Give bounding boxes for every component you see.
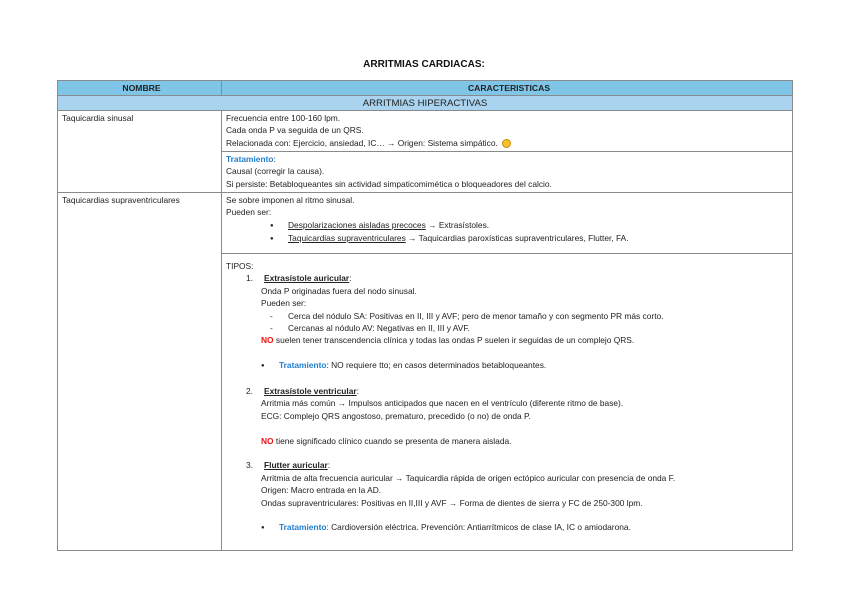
arrhythmia-table — [57, 80, 793, 551]
bullet-icon: ● — [261, 363, 265, 370]
text-line: Origen: Macro entrada en la AD. — [261, 485, 382, 496]
row-name: Taquicardias supraventriculares — [62, 195, 180, 205]
text-line: Onda P originadas fuera del nodo sinusal. — [261, 285, 417, 296]
text-line: Ondas supraventriculares: Positivas en II,III y AVF → Forma de dientes de sierra y FC de 250-300 lpm. — [261, 497, 643, 508]
text-line: NO tiene significado clínico cuando se presenta de manera aislada. — [261, 435, 512, 446]
document-title: ARRITMIAS CARDIACAS: — [363, 59, 485, 70]
table-row — [58, 193, 793, 254]
text-line: Arritmia de alta frecuencia auricular → Taquicardia rápida de origen ectópico auricular con presencia de onda F. — [261, 472, 676, 483]
list-item: ● Despolarizaciones aisladas precoces → Extrasístoles. — [226, 219, 792, 232]
text-line: Relacionada con: Ejercicio, ansiedad, IC… → Origen: Sistema simpático. — [226, 137, 792, 149]
text-line: ECG: Complejo QRS angostoso, prematuro, precedido (o no) de onda P. — [261, 410, 531, 421]
section-title: ARRITMIAS HIPERACTIVAS — [58, 96, 793, 111]
treatment-label: Tratamiento — [226, 154, 274, 164]
text-line: Cada onda P va seguida de un QRS. — [226, 125, 364, 136]
text-line: Frecuencia entre 100-160 lpm. — [226, 113, 341, 123]
list-item: - Cerca del nódulo SA: Positivas en II, III y AVF; pero de menor tamaño y con segmento PR más corto. — [270, 310, 664, 321]
text-line: Pueden ser: — [261, 298, 307, 309]
list-item: ● Tratamiento: NO requiere tto; en casos determinados betabloqueantes. — [226, 359, 792, 372]
text-line: NO suelen tener transcendencia clínica y todas las ondas P suelen ir seguidas de un complejo QRS. — [261, 335, 635, 346]
row-name: Taquicardia sinusal — [62, 113, 134, 123]
text-line: Se sobre imponen al ritmo sinusal. — [226, 195, 355, 205]
bullet-icon: ● — [261, 525, 265, 532]
list-item: ● Taquicardias supraventriculares → Taquicardias paroxísticas supraventriculares, Flutter, FA. — [226, 232, 792, 245]
numbered-item: 1. Extrasístole auricular: — [246, 273, 352, 284]
text-line: Si persiste: Betabloqueantes sin actividad simpaticomimética o bloqueadores del calcio. — [226, 178, 552, 189]
header-nombre: NOMBRE — [58, 81, 222, 96]
table-row: Tratamiento: Causal (corregir la causa). Si persiste: Betabloqueantes sin actividad simpaticomimética o bloqueadores del calcio. — [58, 152, 793, 193]
table-row — [58, 111, 793, 152]
header-caracteristicas: CARACTERISTICAS — [222, 81, 793, 96]
bullet-icon: ● — [270, 222, 274, 229]
numbered-item: 3. Flutter auricular: — [246, 460, 331, 471]
list-item: ● Tratamiento: Cardioversión eléctrica. Prevención: Antiarrítmicos de clase IA, IC o amiodarona. — [226, 521, 792, 534]
list-item: - Cercanas al nódulo AV: Negativas en II, III y AVF. — [270, 323, 470, 334]
section-row — [58, 96, 793, 111]
header-row — [58, 81, 793, 96]
bullet-icon: ● — [270, 236, 274, 243]
text-line: Pueden ser: — [226, 207, 272, 218]
tipos-label: TIPOS: — [226, 261, 254, 271]
text-line: Causal (corregir la causa). — [226, 166, 325, 177]
text-line: Arritmia más común → Impulsos anticipados que nacen en el ventrículo (diferente ritmo de base). — [261, 398, 624, 409]
smiley-icon — [502, 139, 511, 148]
numbered-item: 2. Extrasístole ventricular: — [246, 386, 359, 397]
